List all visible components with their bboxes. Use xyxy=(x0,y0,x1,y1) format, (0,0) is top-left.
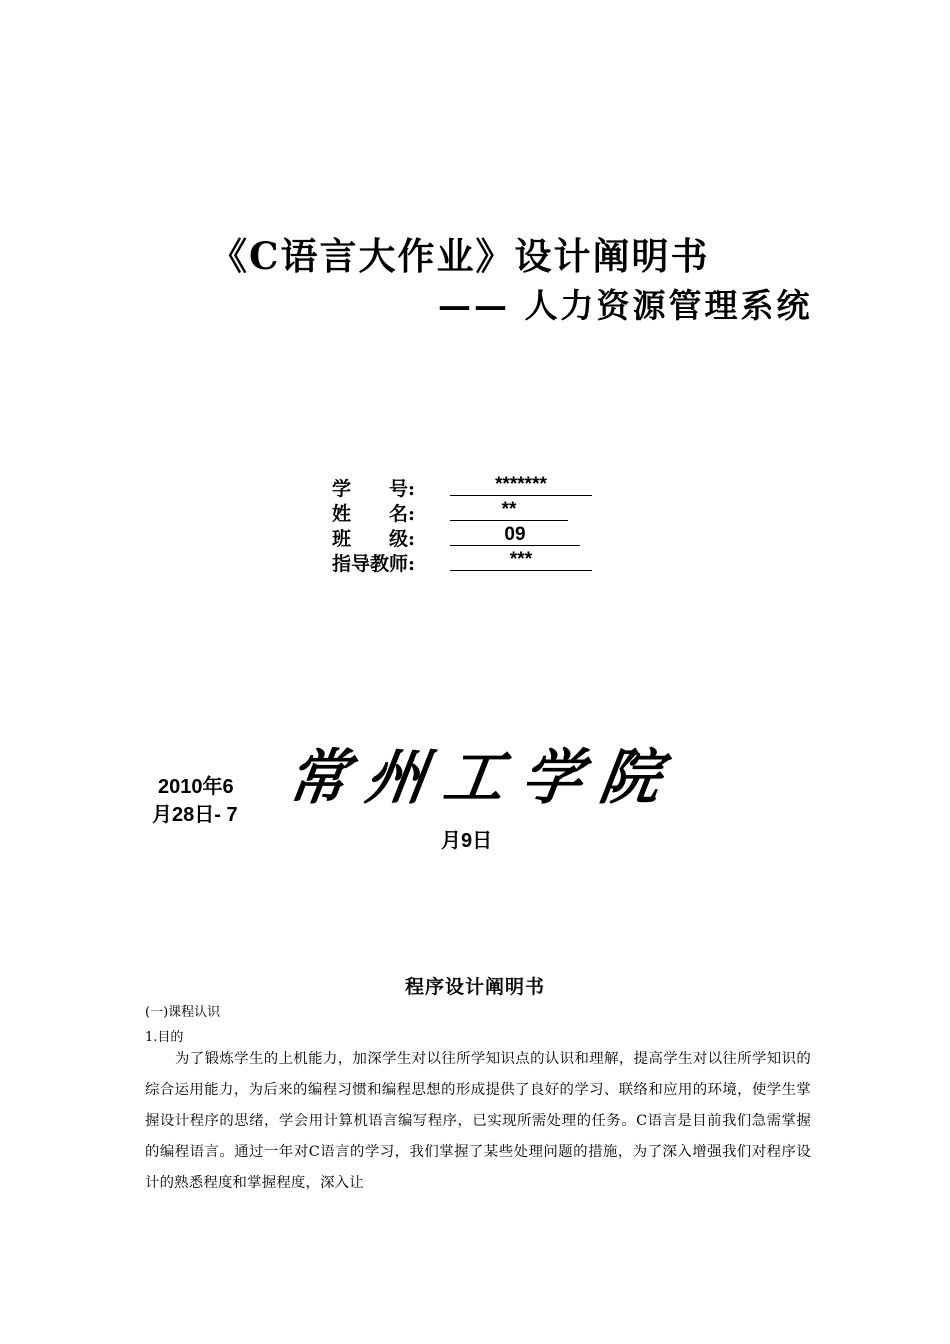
info-row-advisor xyxy=(332,549,632,574)
document-title: 《C语言大作业》设计阐明书 xyxy=(210,234,710,278)
section-heading-course: (一)课程认识 xyxy=(145,1005,221,1020)
advisor-label: 指导教师: xyxy=(332,553,416,575)
section-title: 程序设计阐明书 xyxy=(404,976,545,998)
name-label: 姓 名: xyxy=(332,503,416,525)
info-row-student-id xyxy=(332,474,632,499)
institution-logo: 常州工学院 xyxy=(283,743,683,813)
section-heading-purpose: 1.目的 xyxy=(145,1030,184,1045)
info-row-class xyxy=(332,524,632,549)
class-value: 09 xyxy=(450,524,580,546)
name-value: ** xyxy=(450,499,568,521)
student-id-label: 学 号: xyxy=(332,478,416,500)
class-label: 班 级: xyxy=(332,528,416,550)
document-subtitle: —— 人力资源管理系统 xyxy=(438,286,813,325)
advisor-value: *** xyxy=(450,549,592,571)
info-row-name xyxy=(332,499,632,524)
body-paragraph: 为了锻炼学生的上机能力，加深学生对以往所学知识点的认识和理解，提高学生对以往所学知识的综合运用能力，为后来的编程习惯和编程思想的形成提供了良好的学习、联络和应用的环境，使学生掌握设计程序的思绪，学会用计算机语言编写程序，已实现所需处理的任务。C语言是目前我们急需掌握的编程语言。通过一年对C语言的学习，我们掌握了某些处理问题的措施，为了深入增强我们对程序设计的熟悉程度和掌握程度，深入让 xyxy=(145,1051,811,1191)
date-line-3: 月9日 xyxy=(441,830,493,852)
date-line-1: 2010年6 xyxy=(158,776,234,798)
student-id-value: ******* xyxy=(450,474,592,496)
date-line-2: 月28日- 7 xyxy=(152,804,238,826)
